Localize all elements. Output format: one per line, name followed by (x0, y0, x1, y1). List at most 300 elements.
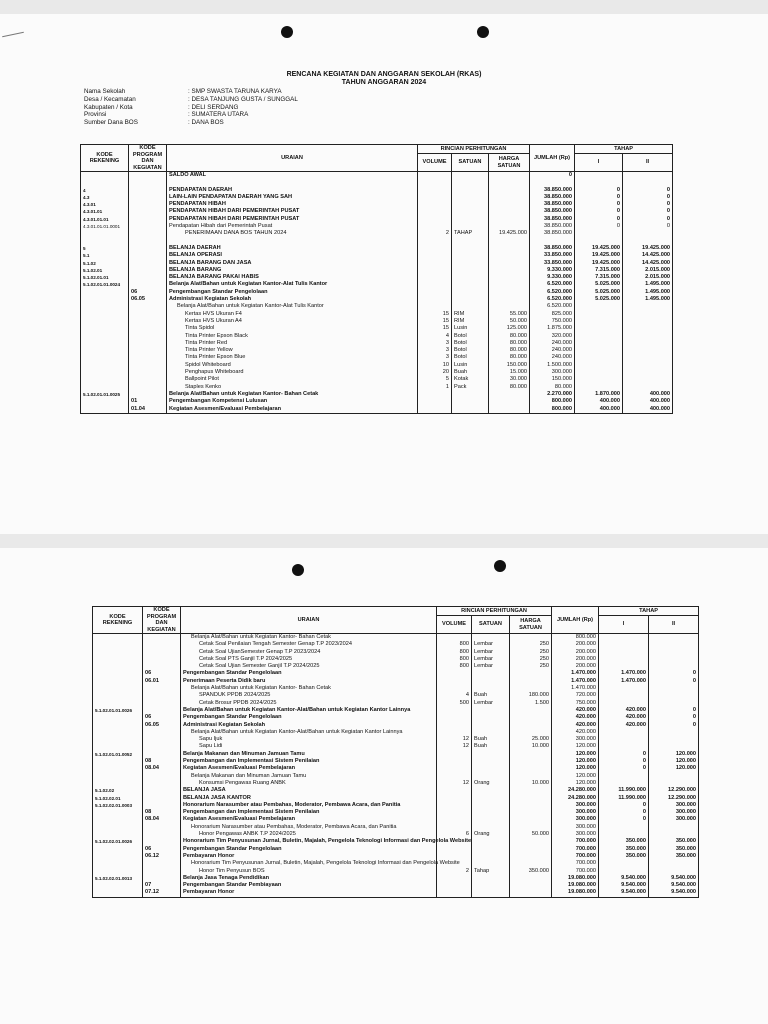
cell-jumlah: 420.000 (552, 714, 599, 721)
rkas-page-1 (0, 14, 768, 534)
cell-jumlah: 80.000 (530, 384, 575, 391)
table-row (81, 376, 673, 383)
cell-kode-rekening (81, 172, 129, 180)
cell-harga-satuan: 80.000 (489, 384, 530, 391)
cell-kode-rekening (93, 736, 143, 743)
cell-volume (437, 765, 472, 772)
cell-tahap-2: 1.495.000 (623, 289, 673, 296)
cell-uraian: Honorarium Narasumber atau Pembahas, Moderator, Pembawa Acara, dan Panitia (181, 824, 437, 831)
cell-volume (437, 802, 472, 809)
cell-kode-program (129, 340, 167, 347)
cell-kode-rekening (81, 303, 129, 310)
cell-volume (437, 882, 472, 889)
info-value: : DANA BOS (188, 119, 224, 127)
cell-jumlah: 300.000 (552, 824, 599, 831)
cell-tahap-2: 19.425.000 (623, 245, 673, 252)
table-row (81, 325, 673, 332)
info-value: : DESA TANJUNG GUSTA / SUNGGAL (188, 95, 298, 103)
table-row (93, 758, 699, 765)
cell-uraian: Belanja Alat/Bahan untuk Kegiatan Kantor-Alat Tulis Kantor (167, 303, 418, 310)
cell-kode-rekening: 5.1.02.01.01.0025 (81, 391, 129, 398)
table-row (93, 831, 699, 838)
cell-volume (418, 245, 452, 252)
cell-tahap-1 (575, 325, 623, 332)
cell-kode-program (129, 391, 167, 398)
cell-tahap-2: 350.000 (649, 838, 699, 845)
cell-jumlah: 150.000 (530, 376, 575, 383)
cell-kode-program: 08 (143, 809, 181, 816)
cell-harga-satuan (489, 238, 530, 245)
cell-jumlah: 700.000 (552, 868, 599, 875)
cell-satuan (472, 678, 510, 685)
cell-harga-satuan (510, 751, 552, 758)
table-row (93, 722, 699, 729)
cell-tahap-2: 1.495.000 (623, 296, 673, 303)
cell-kode-program (129, 376, 167, 383)
cell-satuan: TAHAP (452, 230, 489, 237)
cell-volume (437, 634, 472, 642)
cell-harga-satuan (510, 634, 552, 642)
cell-satuan (472, 685, 510, 692)
cell-volume: 3 (418, 347, 452, 354)
cell-jumlah: 300.000 (552, 802, 599, 809)
table-row (81, 362, 673, 369)
header-kode-program: KODE PROGRAM DAN KEGIATAN (143, 607, 181, 634)
cell-tahap-2: 350.000 (649, 846, 699, 853)
cell-kode-rekening (93, 780, 143, 787)
cell-harga-satuan: 80.000 (489, 340, 530, 347)
cell-uraian: Ballpoint Pilot (167, 376, 418, 383)
cell-tahap-1: 9.540.000 (599, 882, 649, 889)
table-row (93, 773, 699, 780)
info-row (84, 88, 298, 96)
table-row (93, 802, 699, 809)
cell-jumlah: 120.000 (552, 758, 599, 765)
cell-jumlah: 825.000 (530, 311, 575, 318)
cell-tahap-1: 0 (599, 816, 649, 823)
cell-kode-rekening (81, 311, 129, 318)
cell-uraian: Pembayaran Honor (181, 853, 437, 860)
cell-kode-program (129, 194, 167, 201)
cell-kode-program: 06 (143, 714, 181, 721)
cell-tahap-1 (575, 311, 623, 318)
cell-satuan: Buah (472, 743, 510, 750)
table-row (81, 384, 673, 391)
cell-volume (437, 787, 472, 794)
table-row (93, 846, 699, 853)
cell-uraian: Belanja Alat/Bahan untuk Kegiatan Kantor-Alat/Bahan untuk Kegiatan Kantor Lainnya (181, 707, 437, 714)
cell-volume (437, 722, 472, 729)
cell-satuan (472, 795, 510, 802)
cell-tahap-1 (575, 340, 623, 347)
cell-satuan: Botol (452, 347, 489, 354)
cell-volume (437, 670, 472, 677)
cell-satuan (452, 398, 489, 405)
info-label: Desa / Kecamatan (84, 95, 136, 103)
cell-kode-program (129, 216, 167, 223)
cell-tahap-2: 1.495.000 (623, 281, 673, 288)
cell-volume (437, 729, 472, 736)
cell-volume (437, 889, 472, 897)
cell-jumlah: 9.330.000 (530, 274, 575, 281)
cell-volume: 12 (437, 780, 472, 787)
cell-jumlah: 38.850.000 (530, 194, 575, 201)
cell-jumlah: 700.000 (552, 838, 599, 845)
table-row (81, 274, 673, 281)
cell-harga-satuan (489, 406, 530, 414)
cell-tahap-2 (623, 311, 673, 318)
cell-kode-program: 07 (143, 882, 181, 889)
table-row (93, 656, 699, 663)
cell-volume (437, 846, 472, 853)
cell-uraian: Belanja Makanan dan Minuman Jamuan Tamu (181, 751, 437, 758)
cell-satuan (472, 634, 510, 642)
cell-jumlah: 1.500.000 (530, 362, 575, 369)
cell-jumlah (530, 238, 575, 245)
table-row (81, 406, 673, 414)
cell-tahap-2: 2.015.000 (623, 267, 673, 274)
cell-kode-rekening (93, 685, 143, 692)
cell-kode-program: 06.12 (143, 853, 181, 860)
cell-harga-satuan (489, 303, 530, 310)
cell-uraian: Belanja Alat/Bahan untuk Kegiatan Kantor- Bahan Cetak (181, 634, 437, 642)
cell-kode-rekening (81, 384, 129, 391)
cell-volume (437, 714, 472, 721)
cell-tahap-2 (623, 179, 673, 186)
cell-tahap-1: 5.025.000 (575, 289, 623, 296)
cell-harga-satuan (489, 398, 530, 405)
cell-harga-satuan (510, 846, 552, 853)
table-row (93, 700, 699, 707)
cell-tahap-1: 420.000 (599, 714, 649, 721)
cell-uraian: Kegiatan Asesmen/Evaluasi Pembelajaran (167, 406, 418, 414)
cell-kode-program (143, 729, 181, 736)
cell-kode-rekening: 4.3.01 (81, 201, 129, 208)
cell-satuan (472, 816, 510, 823)
cell-uraian: Spidol Whiteboard (167, 362, 418, 369)
cell-tahap-1: 0 (575, 216, 623, 223)
table-row (81, 252, 673, 259)
cell-harga-satuan: 250 (510, 663, 552, 670)
cell-uraian: Pengembangan Standar Pengelolaan (181, 714, 437, 721)
cell-tahap-2: 0 (649, 678, 699, 685)
cell-tahap-1 (599, 743, 649, 750)
cell-harga-satuan (489, 201, 530, 208)
cell-harga-satuan (510, 802, 552, 809)
cell-volume (437, 773, 472, 780)
cell-harga-satuan (489, 208, 530, 215)
table-row (81, 187, 673, 194)
cell-tahap-2 (649, 729, 699, 736)
cell-tahap-1 (599, 685, 649, 692)
cell-tahap-1 (575, 179, 623, 186)
cell-kode-program (129, 208, 167, 215)
cell-tahap-1: 0 (575, 208, 623, 215)
header-kode-program: KODE PROGRAM DAN KEGIATAN (129, 145, 167, 172)
cell-harga-satuan: 180.000 (510, 692, 552, 699)
cell-tahap-1 (599, 831, 649, 838)
cell-volume: 15 (418, 318, 452, 325)
cell-tahap-2: 0 (649, 670, 699, 677)
cell-tahap-1 (575, 333, 623, 340)
cell-harga-satuan (489, 296, 530, 303)
cell-uraian: Belanja Jasa Tenaga Pendidikan (181, 875, 437, 882)
cell-kode-rekening (81, 179, 129, 186)
table-row (81, 267, 673, 274)
cell-kode-rekening (93, 663, 143, 670)
cell-uraian: Honorarium Narasumber atau Pembahas, Moderator, Pembawa Acara, dan Panitia (181, 802, 437, 809)
cell-tahap-1: 11.990.000 (599, 787, 649, 794)
cell-uraian: Tinta Printer Red (167, 340, 418, 347)
cell-volume: 800 (437, 649, 472, 656)
cell-satuan (452, 391, 489, 398)
cell-tahap-1: 0 (575, 201, 623, 208)
cell-jumlah: 38.850.000 (530, 216, 575, 223)
cell-tahap-1 (599, 736, 649, 743)
cell-tahap-1: 5.025.000 (575, 296, 623, 303)
cell-jumlah: 6.520.000 (530, 289, 575, 296)
cell-tahap-1: 0 (599, 758, 649, 765)
cell-harga-satuan: 250 (510, 641, 552, 648)
cell-jumlah: 200.000 (552, 656, 599, 663)
cell-uraian: Honor Tim Penyusun BOS (181, 868, 437, 875)
cell-uraian: Kegiatan Asesmen/Evaluasi Pembelajaran (181, 765, 437, 772)
cell-satuan (472, 773, 510, 780)
cell-kode-program (129, 245, 167, 252)
cell-uraian: Penghapus Whiteboard (167, 369, 418, 376)
cell-kode-rekening (81, 333, 129, 340)
cell-jumlah: 6.520.000 (530, 296, 575, 303)
table-row (93, 641, 699, 648)
cell-volume (437, 875, 472, 882)
cell-kode-program (129, 238, 167, 245)
cell-harga-satuan: 150.000 (489, 362, 530, 369)
cell-tahap-2: 120.000 (649, 751, 699, 758)
cell-kode-program (129, 384, 167, 391)
table-row (81, 201, 673, 208)
cell-volume (437, 809, 472, 816)
cell-kode-rekening (81, 230, 129, 237)
cell-kode-rekening: 5.1.02.02.01.0026 (93, 838, 143, 845)
cell-kode-rekening: 4.3.01.01 (81, 208, 129, 215)
cell-kode-program (143, 773, 181, 780)
cell-tahap-1: 400.000 (575, 398, 623, 405)
cell-tahap-1 (575, 172, 623, 180)
cell-uraian: Kertas HVS Ukuran F4 (167, 311, 418, 318)
cell-harga-satuan (510, 758, 552, 765)
cell-uraian: Belanja Makanan dan Minuman Jamuan Tamu (181, 773, 437, 780)
cell-harga-satuan (510, 707, 552, 714)
cell-tahap-2: 120.000 (649, 758, 699, 765)
cell-harga-satuan (510, 860, 552, 867)
cell-volume (418, 274, 452, 281)
table-row (81, 311, 673, 318)
cell-tahap-2 (623, 230, 673, 237)
table-row (81, 238, 673, 245)
table-row (93, 678, 699, 685)
header-tahap-1: I (599, 616, 649, 634)
table-row (93, 860, 699, 867)
cell-harga-satuan: 30.000 (489, 376, 530, 383)
cell-satuan (452, 252, 489, 259)
cell-kode-rekening: 5.1 (81, 252, 129, 259)
cell-harga-satuan: 15.000 (489, 369, 530, 376)
table-row (93, 809, 699, 816)
cell-jumlah: 38.850.000 (530, 187, 575, 194)
info-row (84, 119, 298, 127)
table-row (93, 824, 699, 831)
cell-kode-program: 06.05 (129, 296, 167, 303)
cell-kode-program (143, 868, 181, 875)
cell-tahap-2: 300.000 (649, 809, 699, 816)
cell-uraian: Belanja Alat/Bahan untuk Kegiatan Kantor- Bahan Cetak (181, 685, 437, 692)
cell-volume: 12 (437, 736, 472, 743)
cell-satuan: Lusin (452, 362, 489, 369)
cell-tahap-1: 0 (575, 187, 623, 194)
cell-tahap-1: 11.990.000 (599, 795, 649, 802)
cell-kode-rekening (93, 860, 143, 867)
cell-kode-program: 06 (143, 670, 181, 677)
table-row (93, 714, 699, 721)
cell-jumlah: 24.280.000 (552, 795, 599, 802)
cell-kode-program (143, 751, 181, 758)
cell-jumlah: 320.000 (530, 333, 575, 340)
cell-volume (437, 685, 472, 692)
cell-volume: 3 (418, 340, 452, 347)
cell-kode-rekening (93, 670, 143, 677)
cell-uraian: Pengembangan Standar Pembiayaan (181, 882, 437, 889)
table-row (81, 398, 673, 405)
cell-volume (418, 172, 452, 180)
cell-kode-rekening (93, 889, 143, 897)
cell-uraian: Pengembangan dan Implementasi Sistem Penilaian (181, 809, 437, 816)
cell-tahap-2 (623, 376, 673, 383)
table-row (81, 333, 673, 340)
cell-harga-satuan: 55.000 (489, 311, 530, 318)
cell-harga-satuan (489, 194, 530, 201)
pencil-mark (2, 32, 24, 38)
cell-volume (437, 853, 472, 860)
cell-tahap-2: 0 (649, 722, 699, 729)
cell-satuan (452, 274, 489, 281)
cell-tahap-1: 19.425.000 (575, 260, 623, 267)
cell-satuan: Buah (472, 692, 510, 699)
cell-kode-program (143, 641, 181, 648)
cell-kode-rekening (81, 369, 129, 376)
cell-uraian: Belanja Alat/Bahan untuk Kegiatan Kantor-Alat/Bahan untuk Kegiatan Kantor Lainnya (181, 729, 437, 736)
cell-kode-program (143, 656, 181, 663)
cell-jumlah: 420.000 (552, 707, 599, 714)
info-row (84, 111, 298, 119)
cell-volume (418, 201, 452, 208)
cell-tahap-2 (649, 685, 699, 692)
header-jumlah: JUMLAH (Rp) (530, 145, 575, 172)
cell-uraian: Cetak Soal Ujian Semester Ganjil T.P 2024/2025 (181, 663, 437, 670)
cell-jumlah: 720.000 (552, 692, 599, 699)
cell-volume: 20 (418, 369, 452, 376)
cell-volume: 6 (437, 831, 472, 838)
cell-jumlah: 300.000 (530, 369, 575, 376)
punch-hole (292, 564, 304, 576)
cell-uraian: Penerimaan Peserta Didik baru (181, 678, 437, 685)
cell-tahap-2 (623, 318, 673, 325)
cell-volume: 15 (418, 311, 452, 318)
table-row (93, 816, 699, 823)
cell-satuan: Pack (452, 384, 489, 391)
info-label: Nama Sekolah (84, 88, 126, 95)
table-row (81, 208, 673, 215)
cell-jumlah: 1.875.000 (530, 325, 575, 332)
cell-volume (437, 816, 472, 823)
cell-kode-rekening (81, 354, 129, 361)
cell-kode-rekening (81, 406, 129, 414)
cell-harga-satuan (489, 223, 530, 230)
cell-tahap-2: 0 (623, 223, 673, 230)
cell-harga-satuan: 10.000 (510, 780, 552, 787)
cell-kode-program: 06 (143, 846, 181, 853)
cell-harga-satuan: 1.500 (510, 700, 552, 707)
cell-volume (418, 303, 452, 310)
table-row (93, 743, 699, 750)
cell-kode-program (143, 831, 181, 838)
table-row (93, 751, 699, 758)
cell-satuan (472, 802, 510, 809)
cell-uraian: Pengembangan Standar Pengelolaan (167, 289, 418, 296)
cell-satuan (452, 172, 489, 180)
cell-jumlah: 300.000 (552, 809, 599, 816)
cell-satuan (452, 303, 489, 310)
header-rincian: RINCIAN PERHITUNGAN (437, 607, 552, 616)
cell-harga-satuan (489, 187, 530, 194)
cell-tahap-1: 19.425.000 (575, 245, 623, 252)
cell-jumlah: 19.080.000 (552, 889, 599, 897)
cell-tahap-2 (623, 303, 673, 310)
cell-volume: 12 (437, 743, 472, 750)
cell-tahap-2 (649, 641, 699, 648)
cell-jumlah: 750.000 (530, 318, 575, 325)
cell-tahap-1 (599, 729, 649, 736)
cell-uraian: Honorarium Tim Penyusunan Jurnal, Buletin, Majalah, Pengelola Teknologi Informasi dan Pengelola Website (181, 860, 437, 867)
cell-tahap-2 (649, 868, 699, 875)
cell-kode-rekening (93, 700, 143, 707)
cell-kode-program (143, 795, 181, 802)
table-body (81, 172, 673, 414)
cell-tahap-1 (599, 656, 649, 663)
cell-uraian: SPANDUK PPDB 2024/2025 (181, 692, 437, 699)
cell-harga-satuan (489, 216, 530, 223)
cell-kode-program (143, 787, 181, 794)
cell-volume: 10 (418, 362, 452, 369)
cell-tahap-1: 1.470.000 (599, 670, 649, 677)
cell-volume (418, 223, 452, 230)
cell-harga-satuan: 350.000 (510, 868, 552, 875)
cell-uraian: Tinta Printer Epson Blue (167, 354, 418, 361)
cell-kode-program (129, 311, 167, 318)
cell-jumlah: 38.850.000 (530, 245, 575, 252)
cell-kode-rekening: 5.1.02.01.01.0026 (93, 707, 143, 714)
cell-harga-satuan: 80.000 (489, 354, 530, 361)
table-row (93, 765, 699, 772)
cell-tahap-2 (649, 634, 699, 642)
cell-satuan (472, 751, 510, 758)
table-row (93, 707, 699, 714)
cell-kode-program: 08.04 (143, 816, 181, 823)
cell-kode-program (129, 274, 167, 281)
cell-tahap-1 (575, 303, 623, 310)
table-row (93, 787, 699, 794)
cell-satuan (472, 838, 510, 845)
cell-tahap-1: 400.000 (575, 406, 623, 414)
